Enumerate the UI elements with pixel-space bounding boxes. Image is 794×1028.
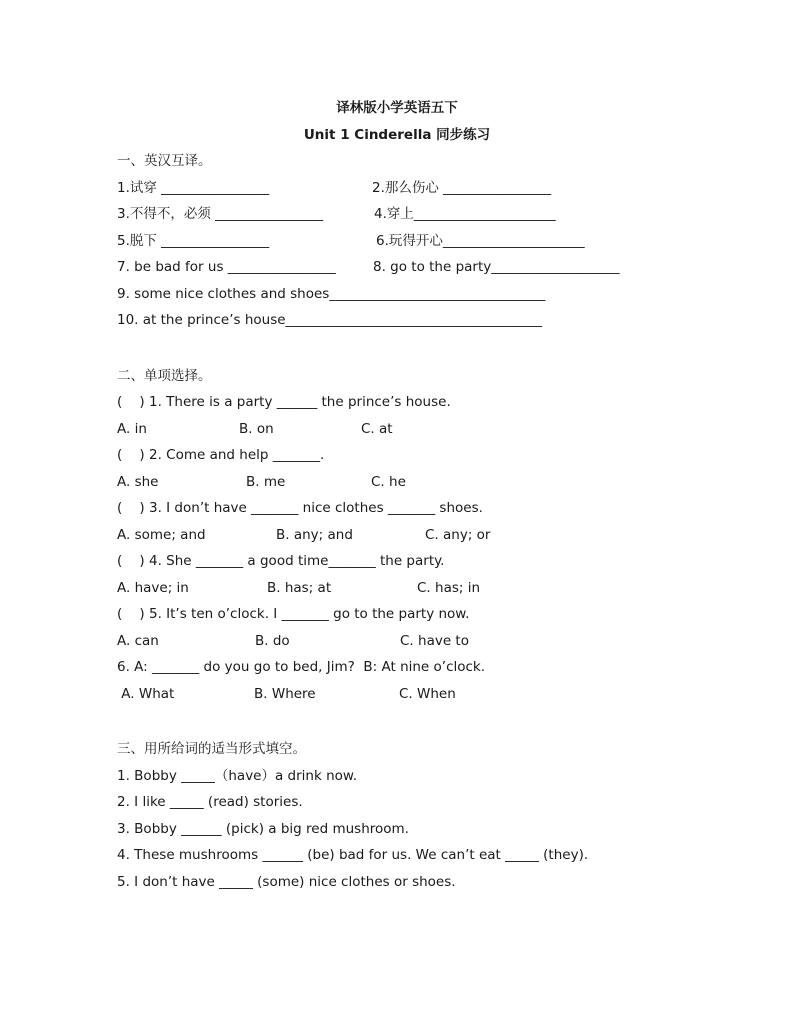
page-title: 译林版小学英语五下 — [336, 100, 458, 116]
translation-item: 1.试穿 ________________ — [117, 180, 270, 196]
choice-option-c: C. has; in — [417, 580, 481, 596]
fill-in-item: 4. These mushrooms ______ (be) bad for us. We can’t eat _____ (they). — [117, 847, 589, 863]
choice-option-b: B. Where — [254, 686, 316, 702]
choice-option-a: A. can — [117, 633, 159, 649]
choice-option-c: C. When — [399, 686, 456, 702]
fill-in-item: 1. Bobby _____（have）a drink now. — [117, 768, 357, 784]
section-heading-choice: 二、单项选择。 — [117, 368, 212, 384]
choice-option-b: B. do — [255, 633, 290, 649]
choice-option-a: A. What — [117, 686, 175, 702]
section-heading-translation: 一、英汉互译。 — [117, 153, 212, 169]
choice-question: ( ) 5. It’s ten o’clock. I _______ go to the party now. — [117, 606, 470, 622]
translation-item: 9. some nice clothes and shoes________________________________ — [117, 286, 546, 302]
translation-item: 10. at the prince’s house______________________________________ — [117, 312, 543, 328]
section-heading-fill-in: 三、用所给词的适当形式填空。 — [117, 741, 306, 757]
choice-option-c: C. he — [371, 474, 406, 490]
fill-in-item: 3. Bobby ______ (pick) a big red mushroom. — [117, 821, 409, 837]
choice-option-c: C. any; or — [425, 527, 491, 543]
translation-item: 6.玩得开心_____________________ — [376, 233, 585, 249]
translation-item: 2.那么伤心 ________________ — [372, 180, 552, 196]
choice-option-a: A. in — [117, 421, 147, 437]
choice-option-b: B. has; at — [267, 580, 332, 596]
translation-item: 3.不得不，必须 ________________ — [117, 206, 324, 222]
translation-item: 7. be bad for us ________________ — [117, 259, 336, 275]
fill-in-item: 5. I don’t have _____ (some) nice clothes or shoes. — [117, 874, 456, 890]
choice-question: ( ) 1. There is a party ______ the prince’s house. — [117, 394, 451, 410]
choice-question: ( ) 2. Come and help _______. — [117, 447, 325, 463]
page-subtitle: Unit 1 Cinderella 同步练习 — [303, 127, 491, 143]
choice-question: 6. A: _______ do you go to bed, Jim? B: At nine o’clock. — [117, 659, 486, 675]
choice-option-a: A. have; in — [117, 580, 189, 596]
translation-item: 4.穿上_____________________ — [374, 206, 556, 222]
choice-question: ( ) 3. I don’t have _______ nice clothes _______ shoes. — [117, 500, 483, 516]
choice-question: ( ) 4. She _______ a good time_______ the party. — [117, 553, 445, 569]
choice-option-b: B. me — [246, 474, 286, 490]
choice-option-b: B. any; and — [276, 527, 353, 543]
choice-option-a: A. she — [117, 474, 159, 490]
fill-in-item: 2. I like _____ (read) stories. — [117, 794, 303, 810]
choice-option-c: C. at — [361, 421, 393, 437]
translation-item: 8. go to the party___________________ — [373, 259, 620, 275]
choice-option-a: A. some; and — [117, 527, 206, 543]
translation-item: 5.脱下 ________________ — [117, 233, 270, 249]
choice-option-c: C. have to — [400, 633, 469, 649]
choice-option-b: B. on — [239, 421, 274, 437]
